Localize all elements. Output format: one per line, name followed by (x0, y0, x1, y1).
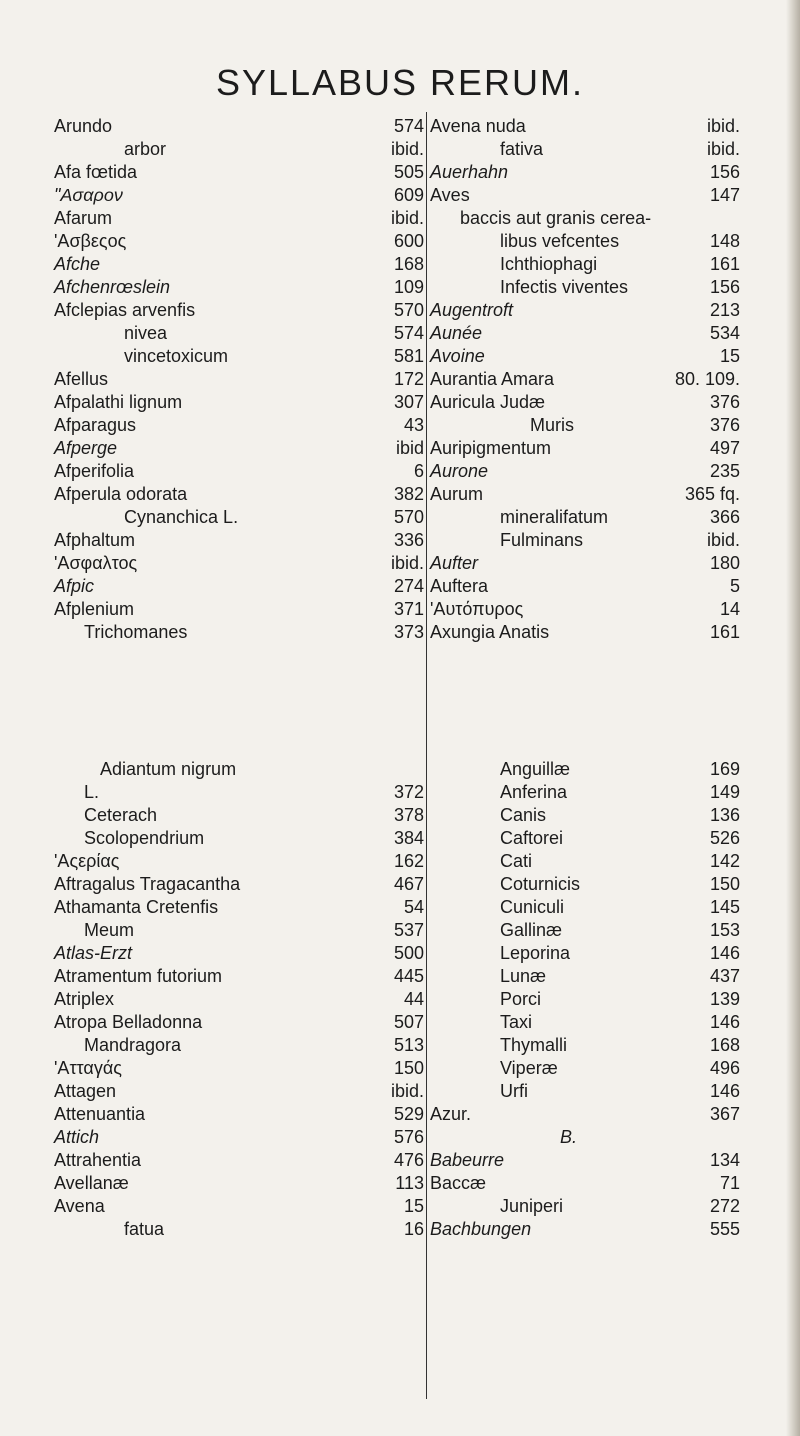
entry-page-number: 80. 109. (674, 369, 740, 389)
entry-term: Afellus (54, 369, 109, 389)
left-column-lower (54, 781, 424, 1241)
entry-page-number: 581 (393, 346, 424, 366)
index-entry (54, 276, 424, 299)
entry-page-number: 169 (709, 759, 740, 779)
index-entry (430, 437, 740, 460)
entry-page-number: ibid. (706, 139, 740, 159)
entry-page-number: 6 (413, 461, 424, 481)
index-entry (430, 552, 740, 575)
entry-term: 'Ασφαλτος (54, 553, 138, 573)
entry-term: Gallinæ (500, 920, 563, 940)
index-entry (430, 781, 740, 804)
entry-page-number: 372 (393, 782, 424, 802)
entry-term: Afphaltum (54, 530, 136, 550)
entry-page-number: 168 (709, 1035, 740, 1055)
entry-page-number: 14 (719, 599, 740, 619)
index-entry (54, 781, 424, 804)
index-entry (430, 1218, 740, 1241)
index-entry (430, 529, 740, 552)
right-column-lower (430, 758, 740, 1241)
entry-term: Fulminans (500, 530, 584, 550)
entry-term: Atriplex (54, 989, 115, 1009)
entry-page-number: 497 (709, 438, 740, 458)
entry-page-number: 529 (393, 1104, 424, 1124)
entry-term: Afperula odorata (54, 484, 188, 504)
entry-page-number: 526 (709, 828, 740, 848)
entry-page-number: ibid. (706, 116, 740, 136)
index-entry (54, 414, 424, 437)
entry-term: Aurum (430, 484, 484, 504)
entry-term: Augentroft (430, 300, 514, 320)
index-entry (430, 1080, 740, 1103)
entry-term: Aufter (430, 553, 479, 573)
entry-page-number: 365 fq. (684, 484, 740, 504)
entry-page-number: 307 (393, 392, 424, 412)
entry-page-number: 570 (393, 507, 424, 527)
index-entry (430, 161, 740, 184)
index-entry (430, 804, 740, 827)
entry-page-number: 609 (393, 185, 424, 205)
index-entry (54, 1126, 424, 1149)
entry-page-number: 476 (393, 1150, 424, 1170)
entry-term: Afparagus (54, 415, 137, 435)
index-entry (54, 1103, 424, 1126)
entry-term: Attagen (54, 1081, 117, 1101)
entry-page-number: 16 (403, 1219, 424, 1239)
entry-term: Attenuantia (54, 1104, 146, 1124)
entry-term: Caftorei (500, 828, 564, 848)
index-entry (54, 1195, 424, 1218)
entry-page-number: ibid. (390, 1081, 424, 1101)
index-entry (54, 299, 424, 322)
entry-term: baccis aut granis cerea- (460, 208, 652, 228)
entry-term: Taxi (500, 1012, 533, 1032)
column-divider-gap (426, 758, 427, 782)
index-entry (430, 1126, 740, 1149)
index-entry (430, 1034, 740, 1057)
entry-page-number: 534 (709, 323, 740, 343)
entry-page-number: 168 (393, 254, 424, 274)
entry-term: Anferina (500, 782, 568, 802)
index-entry (430, 850, 740, 873)
entry-term: Coturnicis (500, 874, 581, 894)
index-entry (54, 873, 424, 896)
entry-page-number: ibid. (390, 553, 424, 573)
entry-page-number: 109 (393, 277, 424, 297)
entry-term: Atropa Belladonna (54, 1012, 203, 1032)
index-entry (54, 965, 424, 988)
entry-page-number: 161 (709, 622, 740, 642)
entry-term: Afarum (54, 208, 113, 228)
index-entry (54, 1172, 424, 1195)
entry-term: Avena nuda (430, 116, 526, 136)
index-entry (54, 1034, 424, 1057)
index-entry (54, 552, 424, 575)
index-entry (430, 253, 740, 276)
entry-page-number: 600 (393, 231, 424, 251)
index-entry (54, 942, 424, 965)
index-entry (54, 598, 424, 621)
entry-page-number: ibid. (390, 208, 424, 228)
index-entry (430, 598, 740, 621)
index-entry (430, 345, 740, 368)
index-entry (54, 1149, 424, 1172)
entry-term: Atlas-Erzt (54, 943, 133, 963)
index-entry (430, 207, 740, 230)
column-divider-lower (426, 781, 427, 1399)
entry-page-number: 54 (403, 897, 424, 917)
entry-term: Afa fœtida (54, 162, 138, 182)
entry-page-number: 136 (709, 805, 740, 825)
index-entry (430, 138, 740, 161)
entry-page-number: 574 (393, 116, 424, 136)
index-entry (430, 322, 740, 345)
index-entry (54, 988, 424, 1011)
entry-term: Bachbungen (430, 1219, 532, 1239)
entry-page-number: 384 (393, 828, 424, 848)
column-divider-upper (426, 112, 427, 758)
index-entry (54, 437, 424, 460)
entry-page-number: 43 (403, 415, 424, 435)
entry-page-number: 148 (709, 231, 740, 251)
entry-term: Aves (430, 185, 470, 205)
index-entry (430, 896, 740, 919)
entry-term: Afchenrœslein (54, 277, 171, 297)
entry-term: Scolopendrium (84, 828, 205, 848)
entry-term: arbor (124, 139, 167, 159)
index-entry (430, 919, 740, 942)
index-entry (430, 184, 740, 207)
entry-term: libus vefcentes (500, 231, 620, 251)
index-entry (54, 575, 424, 598)
index-entry (430, 1103, 740, 1126)
entry-term: Infectis viventes (500, 277, 629, 297)
entry-term: Afpic (54, 576, 95, 596)
entry-page-number: 153 (709, 920, 740, 940)
entry-page-number: 574 (393, 323, 424, 343)
entry-page-number: 272 (709, 1196, 740, 1216)
entry-term: 'Αςερίας (54, 851, 120, 871)
entry-page-number: 576 (393, 1127, 424, 1147)
entry-term: nivea (124, 323, 168, 343)
entry-term: Afperge (54, 438, 118, 458)
entry-term: Axungia Anatis (430, 622, 550, 642)
entry-term: Aurone (430, 461, 489, 481)
index-entry (54, 1080, 424, 1103)
entry-page-number: 180 (709, 553, 740, 573)
entry-term: Azur. (430, 1104, 472, 1124)
index-entry (54, 1057, 424, 1080)
index-entry (430, 414, 740, 437)
entry-page-number: 336 (393, 530, 424, 550)
entry-page-number: 150 (393, 1058, 424, 1078)
entry-page-number: 505 (393, 162, 424, 182)
entry-page-number: 15 (403, 1196, 424, 1216)
index-entry (430, 1011, 740, 1034)
index-entry (54, 506, 424, 529)
entry-term: Attrahentia (54, 1150, 142, 1170)
index-entry (430, 506, 740, 529)
entry-page-number: 150 (709, 874, 740, 894)
entry-page-number: 570 (393, 300, 424, 320)
entry-page-number: 146 (709, 1012, 740, 1032)
index-entry (54, 322, 424, 345)
entry-term: Afche (54, 254, 101, 274)
index-entry (54, 827, 424, 850)
entry-term: Auftera (430, 576, 489, 596)
index-entry (54, 184, 424, 207)
entry-term: vincetoxicum (124, 346, 229, 366)
entry-term: Thymalli (500, 1035, 568, 1055)
entry-page-number: 235 (709, 461, 740, 481)
entry-page-number: 537 (393, 920, 424, 940)
entry-term: Athamanta Cretenfis (54, 897, 219, 917)
entry-page-number: 142 (709, 851, 740, 871)
index-entry (430, 827, 740, 850)
entry-term: Cuniculi (500, 897, 565, 917)
entry-page-number: 156 (709, 277, 740, 297)
entry-term: B. (560, 1127, 578, 1147)
index-entry (430, 758, 740, 781)
entry-page-number: 378 (393, 805, 424, 825)
entry-page-number: 496 (709, 1058, 740, 1078)
entry-term: Aftragalus Tragacantha (54, 874, 241, 894)
entry-page-number: 5 (729, 576, 740, 596)
entry-term: Porci (500, 989, 542, 1009)
index-entry (54, 230, 424, 253)
entry-page-number: 71 (719, 1173, 740, 1193)
entry-term: Meum (84, 920, 135, 940)
index-entry (430, 391, 740, 414)
entry-page-number: 376 (709, 392, 740, 412)
entry-page-number: 161 (709, 254, 740, 274)
page-edge-shadow (786, 0, 800, 1436)
entry-page-number: 382 (393, 484, 424, 504)
index-entry (54, 161, 424, 184)
entry-page-number: 445 (393, 966, 424, 986)
entry-term: 'Ασβεςος (54, 231, 127, 251)
entry-term: Auricula Judæ (430, 392, 546, 412)
entry-term: Leporina (500, 943, 571, 963)
entry-term: Aunée (430, 323, 483, 343)
left-column-upper (54, 115, 424, 644)
index-entry (430, 460, 740, 483)
entry-page-number: 376 (709, 415, 740, 435)
index-entry (430, 965, 740, 988)
index-entry (430, 1149, 740, 1172)
entry-term: Viperæ (500, 1058, 558, 1078)
index-entry (430, 115, 740, 138)
entry-term: Cati (500, 851, 533, 871)
entry-page-number: 147 (709, 185, 740, 205)
entry-page-number: 213 (709, 300, 740, 320)
entry-page-number: 113 (395, 1173, 424, 1193)
entry-term: Juniperi (500, 1196, 564, 1216)
index-entry (54, 850, 424, 873)
entry-page-number: 513 (393, 1035, 424, 1055)
index-entry (54, 368, 424, 391)
entry-term: Baccæ (430, 1173, 487, 1193)
entry-term: fatua (124, 1219, 165, 1239)
entry-page-number: 172 (393, 369, 424, 389)
entry-page-number: 500 (393, 943, 424, 963)
entry-term: Anguillæ (500, 759, 571, 779)
index-entry (54, 804, 424, 827)
entry-term: L. (84, 782, 100, 802)
entry-term: Aurantia Amara (430, 369, 555, 389)
entry-page-number: ibid. (706, 530, 740, 550)
index-entry (54, 207, 424, 230)
entry-term: Afclepias arvenfis (54, 300, 196, 320)
entry-term: Trichomanes (84, 622, 188, 642)
entry-term: mineralifatum (500, 507, 609, 527)
index-entry (430, 483, 740, 506)
entry-page-number: 44 (403, 989, 424, 1009)
entry-term: Urfi (500, 1081, 528, 1101)
entry-page-number: 467 (393, 874, 424, 894)
index-entry (430, 276, 740, 299)
index-entry (54, 919, 424, 942)
right-column-upper (430, 115, 740, 644)
page-title: SYLLABUS RERUM. (215, 62, 585, 103)
index-entry (54, 896, 424, 919)
entry-page-number: 134 (709, 1150, 740, 1170)
entry-term: Auripigmentum (430, 438, 552, 458)
entry-term: Attich (54, 1127, 100, 1147)
index-entry (54, 345, 424, 368)
index-entry (430, 575, 740, 598)
entry-page-number: 274 (393, 576, 424, 596)
entry-term: 'Αυτόπυρος (430, 599, 524, 619)
index-entry (430, 873, 740, 896)
index-entry (430, 1195, 740, 1218)
index-entry (430, 1057, 740, 1080)
entry-term: "Ασαρον (54, 185, 123, 205)
index-entry (54, 460, 424, 483)
entry-page-number: 367 (709, 1104, 740, 1124)
entry-term: Cynanchica L. (124, 507, 239, 527)
entry-page-number: 162 (393, 851, 424, 871)
entry-term: Avena (54, 1196, 105, 1216)
index-entry (54, 391, 424, 414)
entry-term: Avoine (430, 346, 485, 366)
index-entry (430, 621, 740, 644)
entry-term: Muris (530, 415, 574, 435)
entry-term: Mandragora (84, 1035, 182, 1055)
index-entry (430, 368, 740, 391)
entry-term: Afpalathi lignum (54, 392, 183, 412)
entry-page-number: 139 (709, 989, 740, 1009)
entry-page-number: 507 (393, 1012, 424, 1032)
index-entry (54, 1218, 424, 1241)
entry-term: Ceterach (84, 805, 158, 825)
entry-page-number: 555 (709, 1219, 740, 1239)
index-entry (54, 115, 424, 138)
index-entry-heading (54, 758, 424, 781)
index-entry (54, 138, 424, 161)
entry-page-number: 371 (393, 599, 424, 619)
index-entry (430, 942, 740, 965)
index-entry (54, 253, 424, 276)
entry-term: Afplenium (54, 599, 135, 619)
entry-term: Atramentum futorium (54, 966, 223, 986)
index-entry (430, 230, 740, 253)
entry-page-number: 373 (393, 622, 424, 642)
index-entry (430, 988, 740, 1011)
entry-page-number: 149 (709, 782, 740, 802)
entry-term: Adiantum nigrum (100, 759, 237, 779)
entry-page-number: 366 (709, 507, 740, 527)
entry-page-number: 437 (709, 966, 740, 986)
entry-term: fativa (500, 139, 544, 159)
entry-page-number: 146 (709, 943, 740, 963)
index-entry (430, 1172, 740, 1195)
entry-term: Avellanæ (54, 1173, 129, 1193)
entry-page-number: ibid. (390, 139, 424, 159)
entry-term: Auerhahn (430, 162, 509, 182)
index-entry (54, 1011, 424, 1034)
entry-term: Canis (500, 805, 547, 825)
entry-term: 'Ατταγάς (54, 1058, 122, 1078)
entry-page-number: 156 (709, 162, 740, 182)
index-entry (54, 529, 424, 552)
index-entry (430, 299, 740, 322)
entry-page-number: 146 (709, 1081, 740, 1101)
entry-term: Arundo (54, 116, 113, 136)
index-entry (54, 483, 424, 506)
entry-term: Afperifolia (54, 461, 135, 481)
entry-page-number: 145 (709, 897, 740, 917)
entry-page-number: ibid (395, 438, 424, 458)
index-entry (54, 621, 424, 644)
entry-term: Babeurre (430, 1150, 505, 1170)
entry-term: Ichthiophagi (500, 254, 598, 274)
entry-term: Lunæ (500, 966, 547, 986)
entry-page-number: 15 (719, 346, 740, 366)
